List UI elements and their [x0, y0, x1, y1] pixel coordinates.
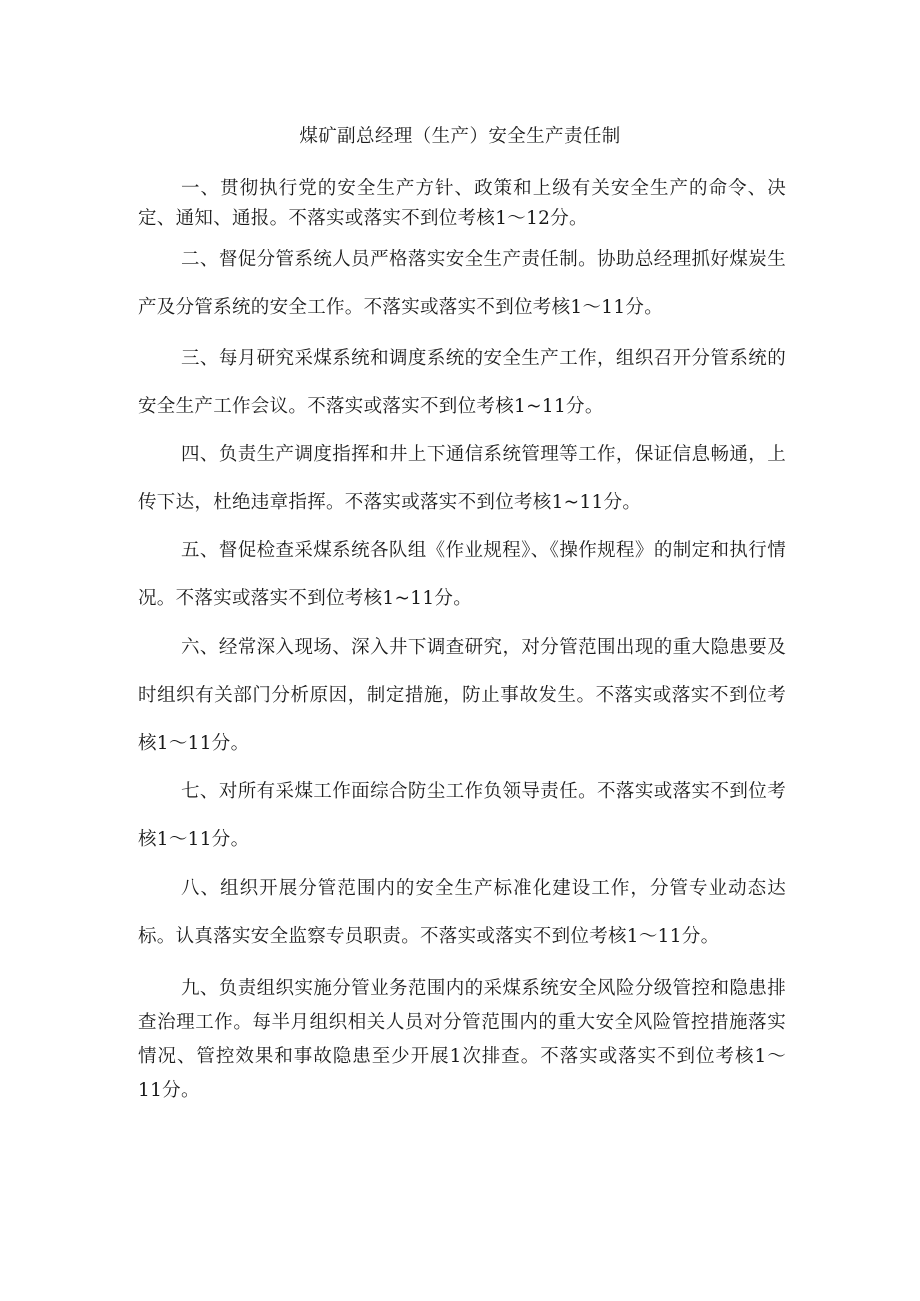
clause-3: 三、每月研究采煤系统和调度系统的安全生产工作，组织召开分管系统的安全生产工作会议。不落实或落实不到位考核1~11分。 [138, 348, 786, 417]
clause-9: 九、负责组织实施分管业务范围内的采煤系统安全风险分级管控和隐患排查治理工作。每半月组织相关人员对分管范围内的重大安全风险管控措施落实情况、管控效果和事故隐患至少开展1次排查。不落实或落实不到位考核1～11分。 [138, 978, 786, 1101]
clause-1: 一、贯彻执行党的安全生产方针、政策和上级有关安全生产的命令、决定、通知、通报。不落实或落实不到位考核1～12分。 [138, 178, 786, 229]
clause-4: 四、负责生产调度指挥和井上下通信系统管理等工作，保证信息畅通，上传下达，杜绝违章指挥。不落实或落实不到位考核1~11分。 [138, 444, 786, 513]
clause-2: 二、督促分管系统人员严格落实安全生产责任制。协助总经理抓好煤炭生产及分管系统的安全工作。不落实或落实不到位考核1～11分。 [138, 249, 786, 318]
document-title: 煤矿副总经理（生产）安全生产责任制 [299, 126, 621, 147]
clause-6: 六、经常深入现场、深入井下调查研究，对分管范围出现的重大隐患要及时组织有关部门分析原因，制定措施，防止事故发生。不落实或落实不到位考核1～11分。 [138, 637, 786, 754]
clause-5: 五、督促检查采煤系统各队组《作业规程》、《操作规程》的制定和执行情况。不落实或落实不到位考核1~11分。 [138, 540, 786, 609]
clause-8: 八、组织开展分管范围内的安全生产标准化建设工作，分管专业动态达标。认真落实安全监察专员职责。不落实或落实不到位考核1～11分。 [138, 878, 786, 947]
clause-7: 七、对所有采煤工作面综合防尘工作负领导责任。不落实或落实不到位考核1～11分。 [138, 781, 786, 850]
